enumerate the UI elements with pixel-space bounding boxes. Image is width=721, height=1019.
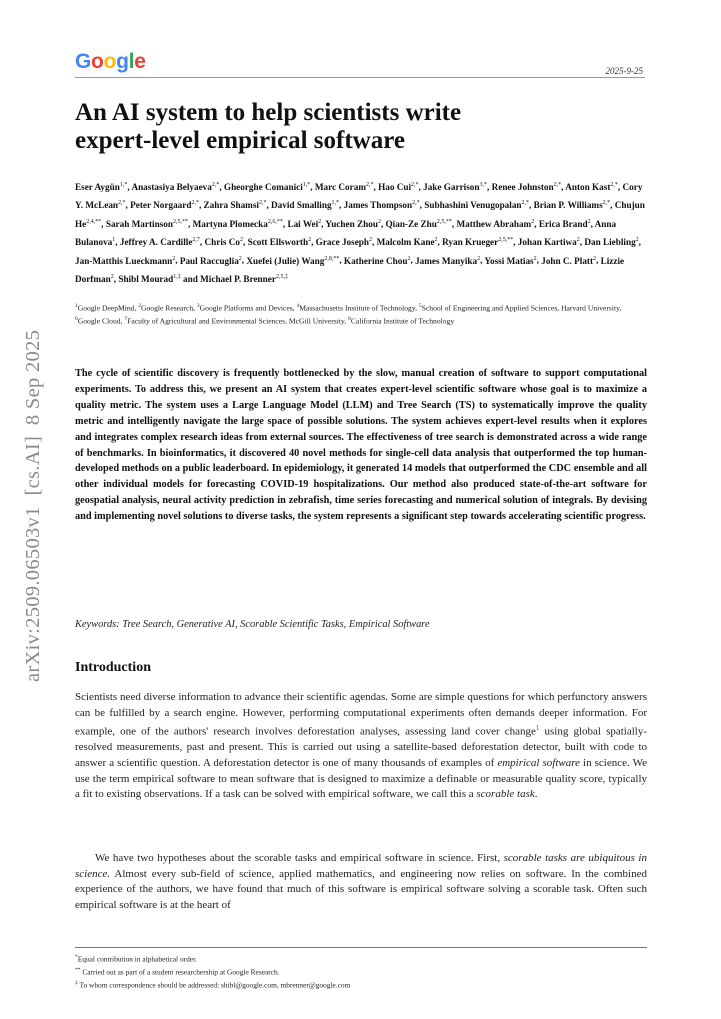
author-name: Matthew Abraham <box>456 218 532 229</box>
logo-letter: o <box>103 50 117 73</box>
author-affiliation-marker: 1,* <box>119 182 128 188</box>
author-name: David Smalling <box>271 200 332 211</box>
author <box>534 200 611 210</box>
p1-emphasis-1: empirical software <box>497 757 580 770</box>
author-name: Chris Co <box>204 237 240 248</box>
footnote-mark: * <box>75 954 78 960</box>
affiliation-text: Google DeepMind, <box>77 303 139 313</box>
author-name: Lai Wei <box>287 218 319 229</box>
author <box>386 219 452 229</box>
author-name: Peter Norgaard <box>130 200 192 211</box>
footnote-mark: ‡ <box>75 980 78 987</box>
author <box>344 200 420 210</box>
p1-text-a: Scientists need diverse information to advance their scientific agendas. Some are simple questions for which perfunctory answers can be fulfilled by a search engine. However, performing computational experiments often demands deeper information. For example, one of the authors' research involves deforestation analyses, assessing land cover change <box>75 691 647 738</box>
p1-text-b: using global spatially-resolved measurements, past and present. This is carried out using a satellite-based deforestation detector, built with code to answer a scientific question. A deforestation detector is one of many thousands of examples of <box>75 725 647 770</box>
author <box>200 274 288 284</box>
author-affiliation-marker: 1,* <box>302 182 311 188</box>
affiliation-text: Google Platforms and Devices, <box>199 303 297 313</box>
author <box>204 200 267 210</box>
author <box>378 182 418 192</box>
author <box>456 219 534 229</box>
affiliation-text: Google Cloud, <box>77 316 125 326</box>
footnote-divider <box>75 947 647 948</box>
affiliation-number: 7 <box>124 316 128 323</box>
affiliation-text: Massachusetts Institute of Technology, <box>299 303 419 313</box>
author-affiliation-marker: 2,* <box>258 200 267 207</box>
author <box>325 219 381 229</box>
footnote <box>75 978 647 991</box>
author-name: Brian P. Williams <box>533 200 603 211</box>
author <box>106 219 188 229</box>
footnote-text: To whom correspondence should be addressed: shibl@google.com, mbrenner@google.com <box>77 980 351 990</box>
footnote-text: Equal contribution in alphabetical order. <box>77 954 197 964</box>
author-affiliation-marker: 2,* <box>412 200 420 207</box>
author-name: Anna Bulanova <box>75 218 617 248</box>
author-affiliation-marker: 2 <box>110 273 114 280</box>
footnote-text: Carried out as part of a student researchership at Google Research. <box>80 967 280 977</box>
affiliation-number: 1 <box>75 303 78 309</box>
affiliation-text: California Institute of Technology <box>350 316 455 326</box>
author-name: Sarah Martinson <box>105 218 173 229</box>
intro-paragraph-1 <box>75 690 647 803</box>
author <box>271 200 339 210</box>
author-name: Gheorghe Comanici <box>223 182 303 193</box>
author-name: Grace Joseph <box>315 237 370 248</box>
author-affiliation-marker: 2,* <box>521 200 530 207</box>
author-name: Dan Liebling <box>584 237 636 248</box>
author <box>565 182 618 192</box>
author-affiliation-marker: 2,* <box>411 182 419 188</box>
author-name: Jeffrey A. Cardille <box>119 237 193 248</box>
author <box>248 237 311 247</box>
affiliation-number: 4 <box>296 303 300 309</box>
author-name: Lizzie Dorfman <box>75 255 625 284</box>
author-affiliation-marker: 2,6,** <box>267 218 283 225</box>
author-affiliation-marker: 2,* <box>211 182 220 188</box>
author-name: Anastasiya Belyaeva <box>131 182 212 193</box>
author-name: Cory Y. McLean <box>75 182 643 211</box>
author-affiliation-marker: 1 <box>112 237 116 244</box>
author-affiliation-marker: 1,‡ <box>173 273 181 280</box>
affiliation-number: 5 <box>418 303 422 309</box>
author <box>75 182 127 192</box>
p1-text-d: . <box>534 788 538 801</box>
author-name: Yossi Matias <box>484 255 534 266</box>
author-affiliation-marker: 2 <box>587 218 591 225</box>
p2-text-b: Almost every sub-field of science, applied mathematics, and engineering now relies on software. In the combined experience of the authors, we have found that much of this software is empirical software solving a scorable task. Often such empirical software is at the heart of <box>75 867 647 911</box>
title-line-1: An AI system to help scientists write <box>75 99 462 126</box>
author-name: Chujun He <box>75 200 645 229</box>
author-affiliation-marker: 2 <box>477 255 481 262</box>
paper-title <box>75 99 645 155</box>
affiliation-number: 8 <box>348 316 351 323</box>
author-affiliation-marker: 2,5,‡ <box>275 273 288 280</box>
author-name: Hao Cui <box>378 182 412 193</box>
publication-date: 2025-9-25 <box>605 66 643 76</box>
affiliation-number: 2 <box>138 303 142 309</box>
author <box>584 237 638 247</box>
author-affiliation-marker: 3,* <box>479 182 488 188</box>
footnote-reference[interactable]: 1 <box>535 724 540 733</box>
author <box>180 256 242 266</box>
affiliation-number: 6 <box>75 316 78 323</box>
arxiv-identifier: arXiv:2509.06503v1 [cs.AI] 8 Sep 2025 <box>22 329 44 682</box>
author <box>75 256 175 266</box>
author <box>287 219 321 229</box>
logo-letter: g <box>116 50 129 73</box>
author-name: Malcolm Kane <box>376 237 435 248</box>
author-name: John C. Platt <box>541 255 594 266</box>
author-affiliation-marker: 2 <box>172 255 176 262</box>
author-affiliation-marker: 2 <box>533 255 537 262</box>
footnote <box>75 952 647 965</box>
author <box>377 237 438 247</box>
author <box>316 237 372 247</box>
author-affiliation-marker: 2,5,** <box>498 237 514 244</box>
author-name: James Thompson <box>343 200 413 211</box>
author-name: Scott Ellsworth <box>247 237 309 248</box>
author-name: Xuefei (Julie) Wang <box>246 255 325 266</box>
author-name: Erica Brand <box>538 218 588 229</box>
author-name: Shibl Mourad <box>118 273 174 284</box>
author-affiliation-marker: 2,4,** <box>86 218 102 225</box>
affiliation-number: 3 <box>196 303 200 309</box>
footnotes <box>75 952 647 992</box>
author-name: Marc Coram <box>314 182 366 193</box>
title-line-2: expert-level empirical software <box>75 127 405 154</box>
author <box>344 256 411 266</box>
author-affiliation-marker: 2 <box>308 237 312 244</box>
author-affiliation-marker: 2,* <box>118 200 126 207</box>
abstract: The cycle of scientific discovery is frequently bottlenecked by the slow, manual creation of software to support computational experiments. To address this, we present an AI system that creates expert-level scientific software whose goal is to maximize a quality metric. The system uses a Large Language Model (LLM) and Tree Search (TS) to systematically improve the quality metric and intelligently navigate the large space of possible solutions. The system achieves expert-level results when it explores and integrates complex research ideas from external sources. The effectiveness of tree search is demonstrated across a wide range of benchmarks. In bioinformatics, it discovered 40 novel methods for single-cell data analysis that outperformed the top human-developed methods on a public leaderboard. In epidemiology, it generated 14 models that outperformed the CDC ensemble and all other individual models for forecasting COVID-19 hospitalizations. Our method also produced state-of-the-art software for geospatial analysis, neural activity prediction in zebrafish, time series forecasting and numerical solution of integrals. By devising and implementing novel solutions to diverse tasks, the system represents a significant step towards accelerating scientific progress. <box>75 368 647 523</box>
affiliation-list <box>75 301 647 327</box>
author-affiliation-marker: 2,* <box>191 200 199 207</box>
author <box>130 200 199 210</box>
logo-letter: G <box>75 50 92 73</box>
author-name: Subhashini Venugopalan <box>424 200 522 211</box>
section-heading-introduction: Introduction <box>75 660 151 675</box>
keywords: Keywords: Tree Search, Generative AI, Scorable Scientific Tasks, Empirical Software <box>75 619 430 630</box>
author <box>193 219 283 229</box>
author <box>424 200 529 210</box>
author-affiliation-marker: 2,* <box>602 200 611 207</box>
author-affiliation-marker: 2,7 <box>192 237 200 244</box>
author <box>442 237 513 247</box>
author <box>518 237 580 247</box>
author-affiliation-marker: 2 <box>318 218 322 225</box>
author-name: Jan-Matthis Lueckmann <box>75 255 173 266</box>
author-affiliation-marker: 2 <box>377 218 381 225</box>
author-affiliation-marker: 2,* <box>610 182 618 188</box>
author-name: Eser Aygün <box>75 182 120 193</box>
author-name: James Manyika <box>415 255 478 266</box>
affiliation-text: School of Engineering and Applied Sciences, Harvard University, <box>421 303 622 313</box>
author-affiliation-marker: 2 <box>593 255 597 262</box>
author <box>315 182 374 192</box>
logo-letter: l <box>128 50 135 73</box>
author-affiliation-marker: 2 <box>531 218 535 225</box>
author-affiliation-marker: 2,* <box>365 182 374 188</box>
author-affiliation-marker: 2 <box>635 237 639 244</box>
author-affiliation-marker: 2 <box>240 237 243 244</box>
author <box>541 256 596 266</box>
p2-emphasis-1: scorable tasks are ubiquitous in science. <box>75 852 647 880</box>
author-affiliation-marker: 2,8,** <box>324 255 340 262</box>
author-name: Paul Raccuglia <box>179 255 239 266</box>
author <box>131 182 219 192</box>
author-affiliation-marker: 2 <box>369 237 373 244</box>
author <box>415 256 480 266</box>
author <box>224 182 310 192</box>
author-name: Renee Johnston <box>491 182 554 193</box>
author <box>492 182 562 192</box>
author-name: Katherine Chou <box>343 255 408 266</box>
author-name: Johan Kartiwa <box>517 237 577 248</box>
intro-paragraph-2 <box>75 851 647 913</box>
author-name: Martyna Plomecka <box>192 218 268 229</box>
author <box>246 256 339 266</box>
footnote <box>75 965 647 978</box>
author <box>118 274 180 284</box>
affiliation-text: Google Research, <box>141 303 197 313</box>
header-divider <box>75 77 645 78</box>
author-affiliation-marker: 2,5,** <box>436 218 452 225</box>
author <box>484 256 536 266</box>
author <box>423 182 487 192</box>
author-affiliation-marker: 2,5,** <box>172 218 188 225</box>
affiliation-text: Faculty of Agricultural and Environmental Sciences, McGill University, <box>127 316 349 326</box>
author-affiliation-marker: 2 <box>434 237 438 244</box>
author-name: Michael P. Brenner <box>200 273 276 284</box>
logo-letter: o <box>91 50 104 73</box>
author-name: Qian-Ze Zhu <box>385 218 437 229</box>
author-name: Anton Kast <box>565 182 611 193</box>
logo-letter: e <box>134 50 146 73</box>
author-name: Jake Garrison <box>423 182 480 193</box>
author-name: Zahra Shamsi <box>203 200 259 211</box>
footnote-mark: ** <box>75 967 81 974</box>
p1-text-c: in science. We use the term empirical software to mean software that is designed to maximize a definable or measurable quality score, typically a fit to existing observations. If a task can be solved with empirical software, we call this a <box>75 757 647 801</box>
author-list: Eser Aygün$^{1,*}$, Anastasiya Belyaeva$^{2,*}$, Gheorghe Comanici$^{1,*}$, Marc Coram$^{2,*}$, Hao Cui$^{2,*}$, Jake Garrison$^{3,*}$, Renee Johnston$^{2,*}$, Anton Kast$^{2,*}$, Cory Y. McLean$^{2,*}$, Peter Norgaard$^{2,*}$, Zahra Shamsi$^{2,*}$, David Smalling$^{1,*}$, James Thompson$^{2,*}$, Subhashini Venugopalan$^{2,*}$, Brian P. Williams$^{2,*}$, Chujun $He^{2,4,**}$, Sarah Martinson$^{2,5,**}$, Martyna Plomecka$^{2,6,**}$, Lai Wei$^2$, Yuchen Zhou$^2$, Qian-Ze Zhu$^{2,5,**}$, Matthew Abraham$^2$, Erica Brand$^2$, Anna Bulanova$^1$, Jeffrey A. Cardille$^{2,7}$, Chris Co$^2$, Scott Ellsworth$^2$, Grace Joseph$^2$, Malcolm Kane$^2$, Ryan Krueger$^{2,5,**}$, Johan Kartiwa$^2$, Dan Liebling$^2$, Jan-Matthis Lueckmann$^2$, Paul Raccuglia$^2$, Xuefei (Julie) Wang$^{2,8,**}$, Katherine Chou$^2$, James Manyika$^2$, Yossi Matias$^2$, John C. Platt$^2$, Lizzie Dorfman$^2$, Shibl Mourad$^{1,\ddagger}$ and Michael P. Brenner$^{2,5,\ddagger}$ <box>75 182 645 284</box>
google-logo <box>75 50 146 74</box>
author-affiliation-marker: 2 <box>407 255 411 262</box>
author-affiliation-marker: 2,* <box>553 182 562 188</box>
author-affiliation-marker: 1,* <box>331 200 340 207</box>
author <box>539 219 591 229</box>
p2-text-a: We have two hypotheses about the scorable tasks and empirical software in science. First, <box>95 852 504 864</box>
p1-emphasis-2: scorable task <box>476 788 535 801</box>
author-affiliation-marker: 2 <box>238 255 242 262</box>
author-name: Yuchen Zhou <box>325 218 378 229</box>
author-name: Ryan Krueger <box>442 237 499 248</box>
author <box>120 237 200 247</box>
author-affiliation-marker: 2 <box>576 237 580 244</box>
author <box>205 237 243 247</box>
